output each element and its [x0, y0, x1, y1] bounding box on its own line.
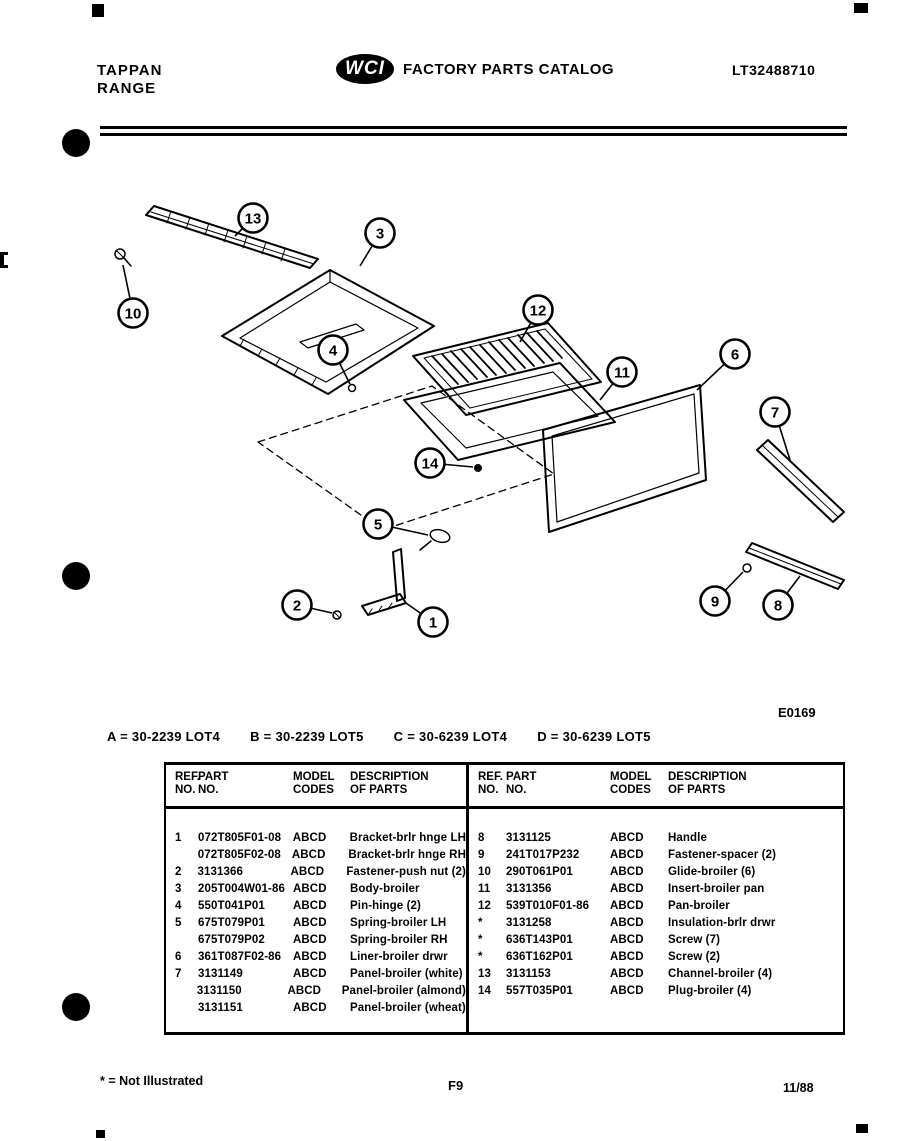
assembly-guide-dashes: [258, 386, 554, 530]
registration-mark: [96, 1130, 105, 1138]
model-codes: ABCD: [610, 967, 644, 980]
part-9-fastener-spacer: [743, 564, 751, 572]
model-codes: ABCD: [287, 984, 322, 997]
callout-number: 9: [710, 593, 720, 611]
part-7-panel-broiler: [757, 440, 844, 522]
column-header-description: DESCRIPTION OF PARTS: [350, 771, 429, 796]
figure-code: E0169: [778, 705, 816, 720]
part-no: 3131151: [198, 1001, 243, 1014]
description: Spring-broiler RH: [350, 933, 448, 946]
part-no: 636T143P01: [506, 933, 573, 946]
ref-no: 3: [175, 882, 182, 895]
part-12-pan-broiler: [404, 363, 615, 460]
callout-11: [600, 358, 637, 401]
callout-number: 14: [421, 455, 439, 473]
column-header-description: DESCRIPTION OF PARTS: [668, 771, 747, 796]
table-row: [166, 982, 466, 999]
callout-number: 6: [730, 346, 740, 364]
part-no: 557T035P01: [506, 984, 573, 997]
part-1-bracket-broiler-hinge: [362, 549, 406, 615]
wci-logo: WCI: [336, 54, 394, 84]
column-header-part-no: PART NO.: [198, 771, 229, 796]
part-no: 550T041P01: [198, 899, 265, 912]
part-no: 636T162P01: [506, 950, 573, 963]
table-row: [470, 880, 843, 897]
not-illustrated-note: * = Not Illustrated: [100, 1074, 204, 1088]
model-codes: ABCD: [610, 950, 644, 963]
brand-line-2: RANGE: [97, 80, 157, 97]
part-no: 3131258: [506, 916, 552, 929]
description: Screw (2): [668, 950, 721, 963]
description: Screw (7): [668, 933, 721, 946]
ref-no: 10: [478, 865, 491, 878]
registration-mark: [856, 1124, 868, 1133]
part-no: 361T087F02-86: [198, 950, 282, 963]
description: Panel-broiler (almond): [341, 984, 466, 997]
callout-number: 5: [373, 516, 383, 534]
ref-no: 6: [175, 950, 182, 963]
part-no: 3131153: [506, 967, 551, 980]
ref-no: 13: [478, 967, 491, 980]
callout-3: [360, 219, 395, 267]
registration-mark: [854, 3, 868, 13]
model-codes: ABCD: [610, 933, 644, 946]
table-row: [166, 846, 466, 863]
description: Panel-broiler (white): [350, 967, 463, 980]
table-row: [166, 931, 466, 948]
model-codes: ABCD: [293, 899, 327, 912]
part-no: 205T004W01-86: [198, 882, 285, 895]
callout-6: [697, 340, 750, 391]
callout-number: 10: [124, 305, 142, 323]
description: Channel-broiler (4): [668, 967, 773, 980]
table-row: [470, 931, 843, 948]
model-codes: ABCD: [610, 916, 644, 929]
ref-no: 14: [478, 984, 491, 997]
part-10-glide-broiler: [115, 249, 131, 266]
callout-12: [520, 296, 553, 343]
part-no: 539T010F01-86: [506, 899, 590, 912]
table-center-divider: [466, 765, 469, 1032]
callout-8: [764, 576, 801, 620]
registration-dot: [62, 129, 90, 157]
ref-no: 11: [478, 882, 491, 895]
part-no: 290T061P01: [506, 865, 573, 878]
table-header-right: [466, 771, 843, 806]
model-codes: ABCD: [293, 933, 327, 946]
table-row: [470, 965, 843, 982]
table-row: [166, 914, 466, 931]
model-codes: ABCD: [610, 984, 644, 997]
model-lot-legend: [107, 729, 651, 744]
description: Panel-broiler (wheat): [350, 1001, 466, 1014]
part-13-channel-broiler: [146, 206, 318, 268]
table-row: [166, 948, 466, 965]
part-no: 241T017P232: [506, 848, 580, 861]
model-codes: ABCD: [293, 882, 327, 895]
description: Pin-hinge (2): [350, 899, 421, 912]
model-lot-item: C = 30-6239 LOT4: [393, 729, 508, 744]
part-2-push-nut: [333, 611, 341, 619]
model-codes: ABCD: [610, 899, 644, 912]
model-codes: ABCD: [610, 831, 644, 844]
callout-number: 13: [244, 210, 262, 228]
model-codes: ABCD: [293, 1001, 327, 1014]
table-body: [166, 809, 843, 1016]
ref-no: 2: [175, 865, 182, 878]
model-codes: ABCD: [610, 882, 644, 895]
table-row: [470, 829, 843, 846]
table-row: [470, 897, 843, 914]
ref-no: 12: [478, 899, 491, 912]
table-header-left: [166, 771, 466, 806]
description: Bracket-brlr hnge LH: [349, 831, 466, 844]
part-no: 3131149: [198, 967, 243, 980]
callout-14: [416, 449, 474, 478]
callout-layer: [119, 204, 801, 637]
parts-table: [164, 762, 845, 1035]
date-code: 11/88: [783, 1081, 814, 1095]
ref-no: 4: [175, 899, 182, 912]
ref-no: 5: [175, 916, 182, 929]
ref-no: 7: [175, 967, 182, 980]
part-6-liner-broiler-drawer: [543, 385, 706, 532]
description: Spring-broiler LH: [350, 916, 447, 929]
brand-line-1: TAPPAN: [97, 62, 163, 79]
callout-7: [761, 398, 791, 461]
registration-dot: [62, 993, 90, 1021]
callout-number: 3: [375, 225, 385, 243]
document-number: LT32488710: [732, 62, 816, 78]
callout-number: 2: [292, 597, 302, 615]
part-no: 3131125: [506, 831, 551, 844]
description: Insert-broiler pan: [668, 882, 765, 895]
part-4-pin-hinge: [349, 385, 356, 392]
column-header-ref-no: REF. NO.: [478, 771, 503, 796]
description: Plug-broiler (4): [668, 984, 752, 997]
registration-mark: [92, 4, 104, 17]
table-row: [166, 999, 466, 1016]
ref-no: *: [478, 933, 483, 946]
table-body-right: [466, 829, 843, 1016]
column-header-model-codes: MODEL CODES: [610, 771, 652, 796]
part-3-body-broiler: [222, 270, 434, 394]
page-number: F9: [448, 1078, 464, 1093]
part-no: 3131366: [197, 865, 243, 878]
part-no: 072T805F02-08: [197, 848, 281, 861]
callout-number: 1: [428, 614, 438, 632]
callout-9: [701, 572, 744, 616]
part-11-insert-broiler-pan: [413, 323, 601, 415]
model-lot-item: A = 30-2239 LOT4: [107, 729, 221, 744]
description: Fastener-push nut (2): [346, 865, 466, 878]
model-codes: ABCD: [293, 967, 327, 980]
ref-no: 9: [478, 848, 485, 861]
table-row: [166, 897, 466, 914]
column-header-part-no: PART NO.: [506, 771, 537, 796]
part-no: 3131356: [506, 882, 552, 895]
table-row: [470, 914, 843, 931]
model-codes: ABCD: [293, 950, 327, 963]
description: Fastener-spacer (2): [668, 848, 776, 861]
ref-no: 1: [175, 831, 182, 844]
callout-5: [364, 510, 429, 539]
exploded-parts-diagram: [0, 160, 912, 720]
table-row: [166, 863, 466, 880]
table-row: [166, 880, 466, 897]
model-codes: ABCD: [290, 865, 325, 878]
ref-no: 8: [478, 831, 485, 844]
brand-name: [97, 62, 162, 98]
table-row: [166, 965, 466, 982]
callout-number: 7: [770, 404, 780, 422]
description: Glide-broiler (6): [668, 865, 756, 878]
ref-no: *: [478, 950, 483, 963]
model-codes: ABCD: [292, 831, 327, 844]
callout-number: 11: [614, 364, 630, 382]
callout-number: 8: [773, 597, 783, 615]
description: Bracket-brlr hnge RH: [348, 848, 466, 861]
catalog-header: [336, 54, 614, 84]
part-14-plug-broiler: [475, 465, 481, 471]
part-no: 675T079P01: [198, 916, 265, 929]
model-lot-item: B = 30-2239 LOT5: [250, 729, 364, 744]
model-lot-item: D = 30-6239 LOT5: [537, 729, 651, 744]
description: Body-broiler: [350, 882, 420, 895]
callout-10: [119, 265, 148, 328]
model-codes: ABCD: [291, 848, 326, 861]
model-codes: ABCD: [610, 848, 644, 861]
table-row: [470, 863, 843, 880]
table-header-row: [166, 765, 843, 809]
table-row: [470, 846, 843, 863]
callout-number: 12: [529, 302, 547, 320]
callout-1: [406, 603, 448, 637]
part-5-spring-broiler: [420, 528, 451, 550]
description: Handle: [668, 831, 707, 844]
table-body-left: [166, 829, 466, 1016]
description: Pan-broiler: [668, 899, 730, 912]
callout-number: 4: [328, 342, 338, 360]
callout-2: [283, 591, 333, 620]
model-codes: ABCD: [610, 865, 644, 878]
part-no: 072T805F01-08: [197, 831, 282, 844]
part-no: 675T079P02: [198, 933, 265, 946]
table-row: [470, 982, 843, 999]
column-header-ref-no: REF. NO.: [175, 771, 200, 796]
column-header-model-codes: MODEL CODES: [293, 771, 335, 796]
callout-13: [235, 204, 268, 237]
table-row: [166, 829, 466, 846]
part-no: 3131150: [196, 984, 242, 997]
description: Liner-broiler drwr: [350, 950, 448, 963]
table-row: [470, 948, 843, 965]
model-codes: ABCD: [293, 916, 327, 929]
header-rule: [100, 126, 847, 136]
catalog-title: FACTORY PARTS CATALOG: [403, 60, 615, 78]
ref-no: *: [478, 916, 483, 929]
description: Insulation-brlr drwr: [668, 916, 776, 929]
